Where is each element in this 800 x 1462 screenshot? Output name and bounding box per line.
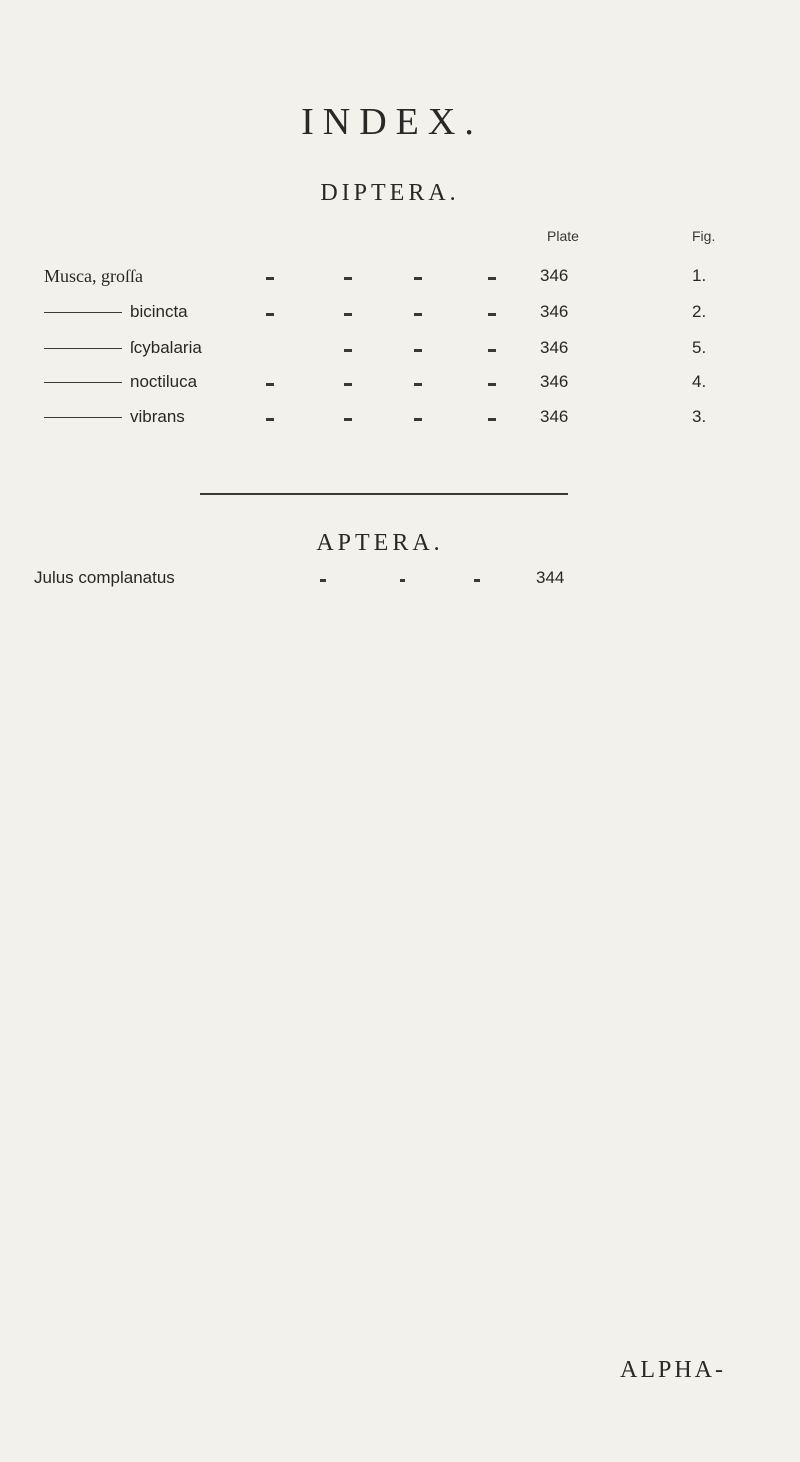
genus-name: Musca,	[44, 266, 97, 286]
figure-number: 5.	[692, 338, 707, 357]
plate-number: 344	[536, 568, 565, 587]
entry-name	[44, 372, 197, 392]
species-name: bicincta	[130, 302, 188, 321]
index-entry	[0, 407, 800, 437]
section-divider	[200, 493, 568, 495]
index-entry	[0, 302, 800, 332]
plate-number: 346	[540, 338, 569, 357]
species-name: noctiluca	[130, 372, 198, 391]
ditto-rule	[44, 382, 122, 383]
fig-column-heading: Fig.	[692, 228, 716, 244]
index-entry	[0, 372, 800, 402]
index-entry	[0, 266, 800, 296]
index-entry	[0, 568, 800, 598]
entry-name	[44, 266, 143, 287]
index-entry	[0, 338, 800, 368]
page-title: INDEX.	[301, 101, 483, 143]
species-name: vibrans	[130, 407, 185, 426]
figure-number: 3.	[692, 407, 707, 426]
entry-name: Julus complanatus	[34, 568, 175, 587]
plate-number: 346	[540, 372, 569, 391]
plate-number: 346	[540, 407, 569, 426]
species-name: groſſa	[101, 266, 143, 286]
figure-number: 1.	[692, 266, 707, 285]
entry-name	[44, 302, 188, 322]
section-heading-aptera: APTERA.	[316, 530, 444, 556]
figure-number: 4.	[692, 372, 707, 391]
plate-number: 346	[540, 266, 569, 285]
catchword: ALPHA-	[620, 1357, 726, 1383]
entry-name	[44, 338, 202, 358]
plate-column-heading: Plate	[547, 228, 579, 244]
ditto-rule	[44, 312, 122, 313]
entry-name	[44, 407, 185, 427]
plate-number: 346	[540, 302, 569, 321]
ditto-rule	[44, 348, 122, 349]
section-heading-diptera: DIPTERA.	[320, 180, 460, 206]
ditto-rule	[44, 417, 122, 418]
species-name: ſcybalaria	[130, 338, 202, 357]
figure-number: 2.	[692, 302, 707, 321]
